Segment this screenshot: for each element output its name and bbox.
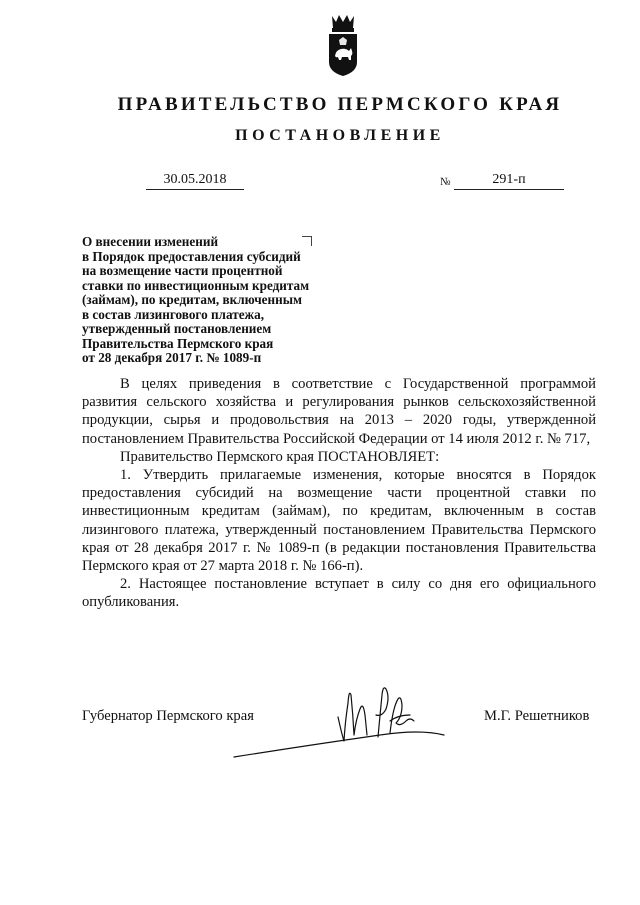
preamble-paragraph: В целях приведения в соответствие с Государственной программой развития сельского хозяйства и регулирования рынков сельскохозяйственной продукции, сырья и продовольствия на 2013 – 2020 годы, утвержденной постановлением Правительства Российской Федерации от 14 июля 2012 г. № 717, [82, 376, 596, 447]
document-body [82, 375, 596, 612]
subject-line: на возмещение части процентной [82, 263, 283, 278]
subject-line: утвержденный постановлением [82, 321, 272, 336]
government-title: ПРАВИТЕЛЬСТВО ПЕРМСКОГО КРАЯ [117, 94, 563, 115]
signatory-name: М.Г. Решетников [484, 708, 590, 724]
subject-line: от 28 декабря 2017 г. № 1089-п [82, 350, 262, 365]
subject-line: О внесении изменений [82, 234, 219, 249]
item-1-paragraph: 1. Утвердить прилагаемые изменения, которые вносятся в Порядок предоставления субсидий на возмещение части процентной ставки по инвестиционным кредитам (займам), по кредитам, включенным в состав лизингового платежа, утвержденный постановлением Правительства Пермского края от 28 декабря 2017 г. № 1089-п (в редакции постановления Правительства Пермского края от 27 марта 2018 г. № 166-п). [82, 467, 596, 575]
item-2-paragraph: 2. Настоящее постановление вступает в силу со дня его официального опубликования. [82, 576, 596, 611]
document-date: 30.05.2018 [146, 172, 244, 190]
document-type: ПОСТАНОВЛЕНИЕ [235, 127, 445, 144]
number-label: № [440, 176, 451, 188]
signatory-position: Губернатор Пермского края [82, 708, 254, 724]
subject-line: в состав лизингового платежа, [82, 306, 264, 322]
resolves-paragraph: Правительство Пермского края ПОСТАНОВЛЯЕТ: [120, 448, 440, 465]
coat-of-arms-icon [326, 14, 360, 78]
document-subject [82, 235, 352, 366]
document-number: 291-п [454, 172, 564, 190]
subject-line: ставки по инвестиционным кредитам [82, 277, 310, 293]
subject-line: (займам), по кредитам, включенным [82, 292, 302, 307]
subject-line: в Порядок предоставления субсидий [82, 248, 301, 264]
subject-line: Правительства Пермского края [82, 335, 274, 351]
handwritten-signature [230, 675, 480, 765]
